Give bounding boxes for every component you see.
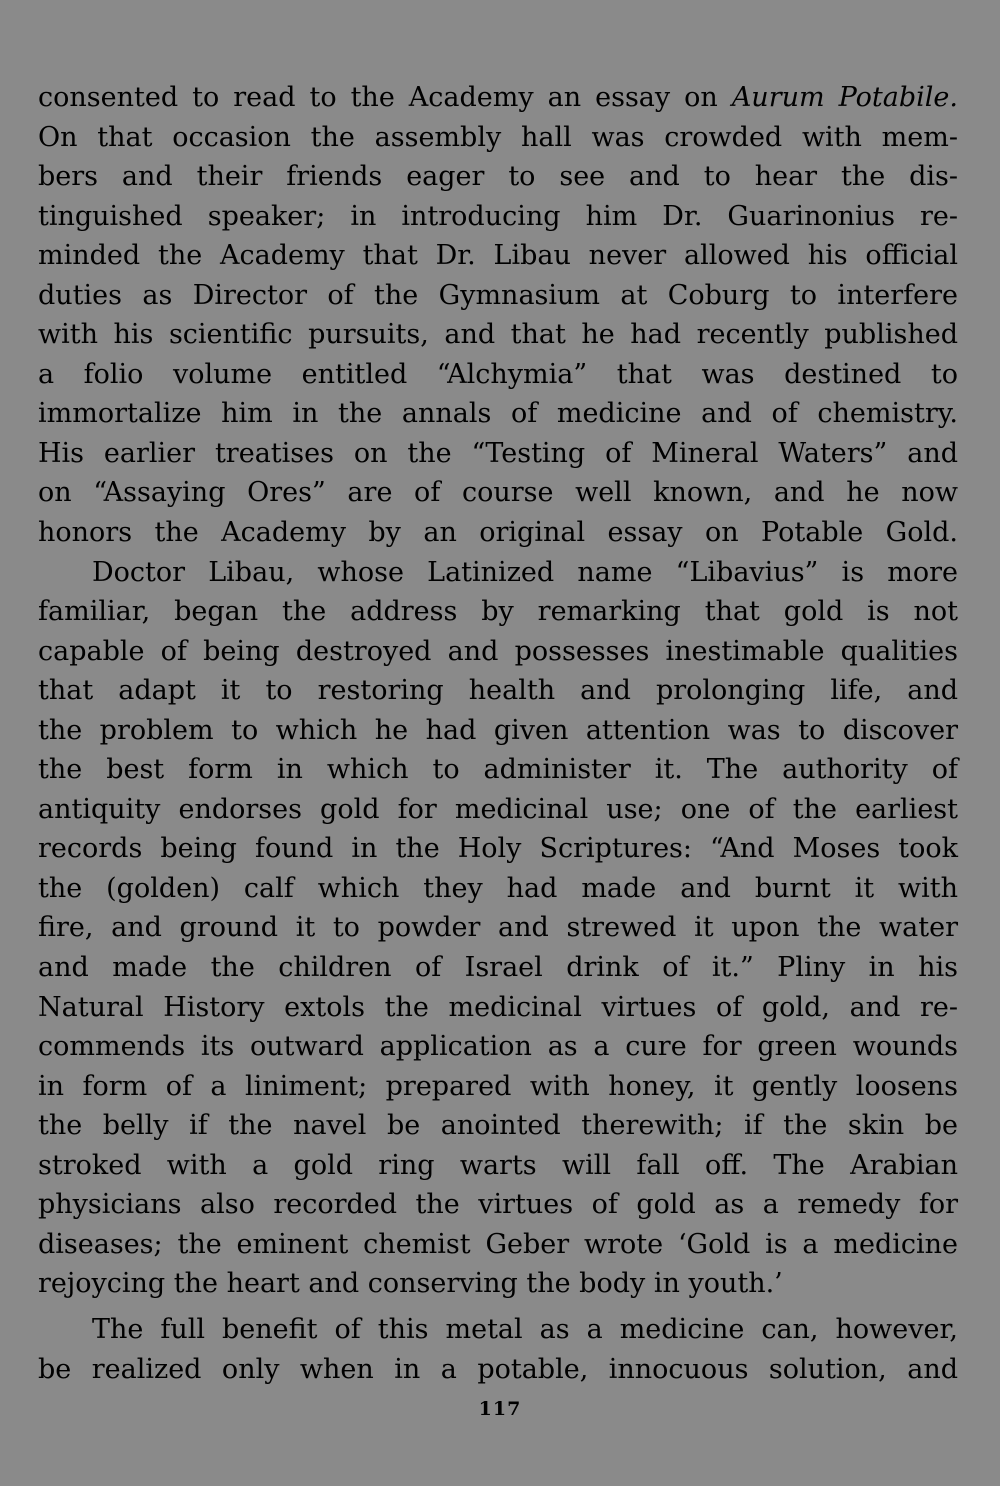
body-text: [38, 78, 958, 1389]
text-line: in form of a liniment; prepared with honey, it gently loosens: [38, 1070, 958, 1102]
text-line: records being found in the Holy Scriptures: “And Moses took: [38, 833, 958, 865]
text-line: familiar, began the address by remarking that gold is not: [38, 596, 958, 628]
text-line: tinguished speaker; in introducing him Dr. Guarinonius re-: [38, 200, 958, 232]
text-line: [38, 78, 958, 118]
text-line: minded the Academy that Dr. Libau never allowed his official: [38, 240, 958, 272]
text-line: the belly if the navel be anointed therewith; if the skin be: [38, 1110, 958, 1142]
text-line: and made the children of Israel drink of it.” Pliny in his: [38, 952, 958, 984]
text-line: fire, and ground it to powder and strewed it upon the water: [38, 912, 958, 944]
text-line: on “Assaying Ores” are of course well known, and he now: [38, 477, 958, 509]
text-line: the problem to which he had given attention was to discover: [38, 714, 958, 746]
text-line: capable of being destroyed and possesses inestimable qualities: [38, 635, 958, 667]
text-line: the best form in which to administer it. The authority of: [38, 754, 958, 786]
page-number: 117: [478, 1398, 522, 1420]
text-line: antiquity endorses gold for medicinal use; one of the earliest: [38, 793, 958, 825]
text-line: The full benefit of this metal as a medicine can, however,: [92, 1313, 958, 1345]
text-line: Natural History extols the medicinal virtues of gold, and re-: [38, 991, 958, 1023]
text-line-span: consented to read to the Academy an essay on: [38, 82, 718, 113]
text-line: duties as Director of the Gymnasium at Coburg to interfere: [38, 279, 958, 311]
text-line: physicians also recorded the virtues of gold as a remedy for: [38, 1189, 958, 1221]
text-line: diseases; the eminent chemist Geber wrote ‘Gold is a medicine: [38, 1228, 958, 1260]
text-line: a folio volume entitled “Alchymia” that was destined to: [38, 358, 958, 390]
text-line: that adapt it to restoring health and prolonging life, and: [38, 675, 958, 707]
text-line: bers and their friends eager to see and to hear the dis-: [38, 161, 958, 193]
text-line: His earlier treatises on the “Testing of Mineral Waters” and: [38, 437, 958, 469]
text-line: honors the Academy by an original essay on Potable Gold.: [38, 517, 958, 549]
text-line: stroked with a gold ring warts will fall off. The Arabian: [38, 1149, 958, 1181]
text-line: immortalize him in the annals of medicine and of chemistry.: [38, 398, 958, 430]
text-line: commends its outward application as a cure for green wounds: [38, 1031, 958, 1063]
text-line: the (golden) calf which they had made and burnt it with: [38, 872, 958, 904]
italic-phrase: Aurum Potabile.: [731, 82, 958, 113]
text-line: Doctor Libau, whose Latinized name “Libavius” is more: [92, 556, 958, 588]
text-line: be realized only when in a potable, innocuous solution, and: [38, 1353, 958, 1385]
text-line: rejoycing the heart and conserving the body in youth.’: [38, 1268, 783, 1300]
text-line: On that occasion the assembly hall was crowded with mem-: [38, 121, 958, 153]
text-line: with his scientific pursuits, and that he had recently published: [38, 319, 958, 351]
